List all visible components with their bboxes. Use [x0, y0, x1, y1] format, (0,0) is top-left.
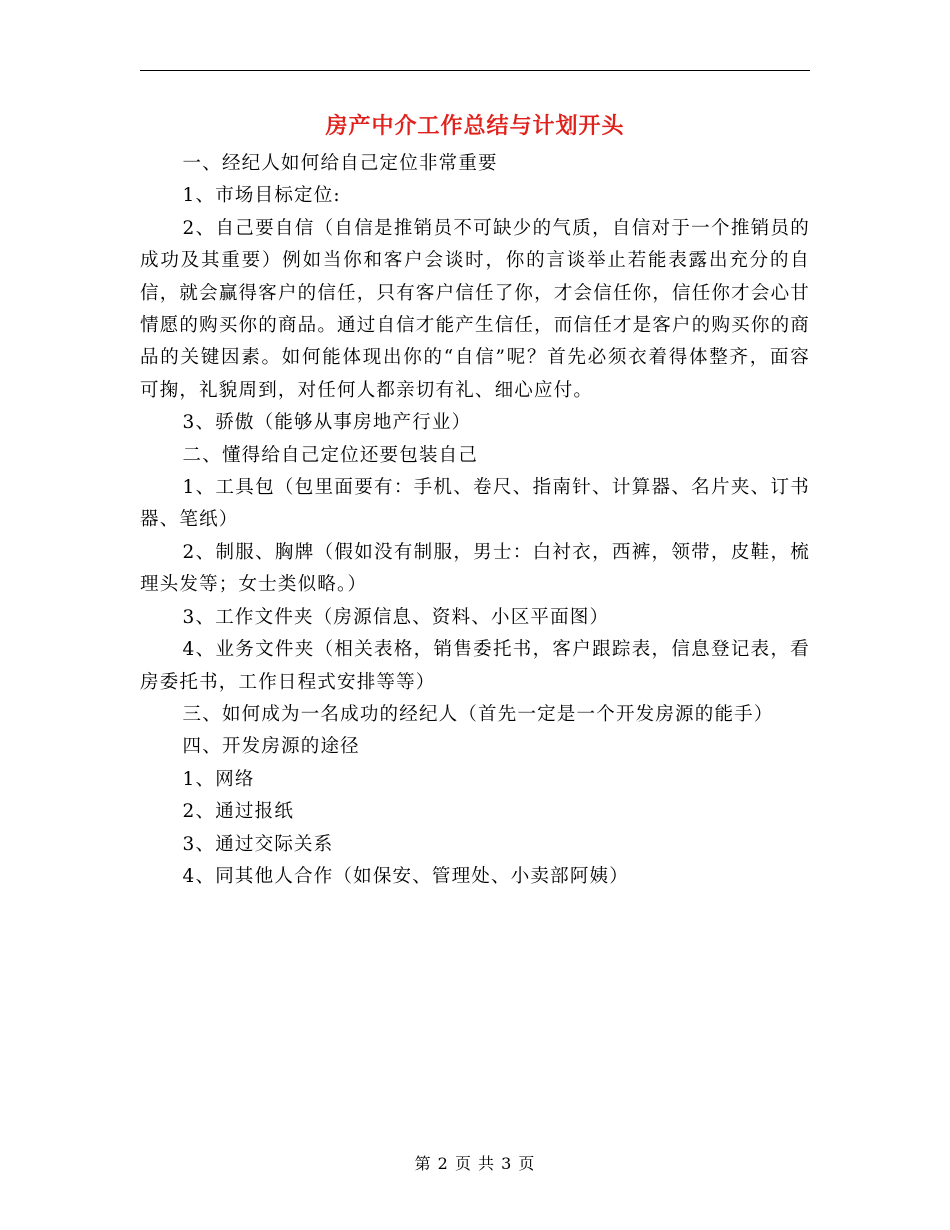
- list-item: 3、骄傲（能够从事房地产行业）: [182, 412, 472, 434]
- section-heading-4: 四、开发房源的途径: [182, 736, 360, 758]
- page-number: 第 2 页 共 3 页: [414, 1154, 536, 1173]
- document-title: 房产中介工作总结与计划开头: [325, 113, 625, 139]
- list-item: 4、业务文件夹（相关表格，销售委托书，客户跟踪表，信息登记表，看房委托书，工作日程式安排等等）: [140, 639, 810, 693]
- header-rule: [140, 70, 810, 71]
- section-heading-2: 二、懂得给自己定位还要包装自己: [182, 444, 479, 466]
- section-heading-1: 一、经纪人如何给自己定位非常重要: [182, 153, 498, 174]
- body-paragraph: 2、自己要自信（自信是推销员不可缺少的气质，自信对于一个推销员的成功及其重要）例如当你和客户会谈时，你的言谈举止若能表露出充分的自信，就会赢得客户的信任，只有客户信任了你，才会信任你，信任你才会心甘情愿的购买你的商品。通过自信才能产生信任，而信任才是客户的购买你的商品的关键因素。如何能体现出你的“自信”呢？首先必须衣着得体整齐，面容可掬，礼貌周到，对任何人都亲切有礼、细心应付。: [140, 217, 810, 401]
- list-item: 1、市场目标定位:: [182, 185, 341, 207]
- list-item: 4、同其他人合作（如保安、管理处、小卖部阿姨）: [182, 865, 629, 887]
- list-item: 3、工作文件夹（房源信息、资料、小区平面图）: [182, 606, 610, 628]
- list-item: 1、网络: [182, 768, 255, 790]
- list-item: 1、工具包（包里面要有：手机、卷尺、指南针、计算器、名片夹、订书器、笔纸）: [140, 477, 810, 531]
- document-body: [140, 148, 810, 893]
- list-item: 2、制服、胸牌（假如没有制服，男士：白衬衣，西裤，领带，皮鞋，梳理头发等；女士类似略。）: [140, 541, 810, 596]
- section-heading-3: 三、如何成为一名成功的经纪人（首先一定是一个开发房源的能手）: [182, 703, 774, 725]
- list-item: 2、通过报纸: [182, 801, 295, 823]
- list-item: 3、通过交际关系: [182, 833, 334, 855]
